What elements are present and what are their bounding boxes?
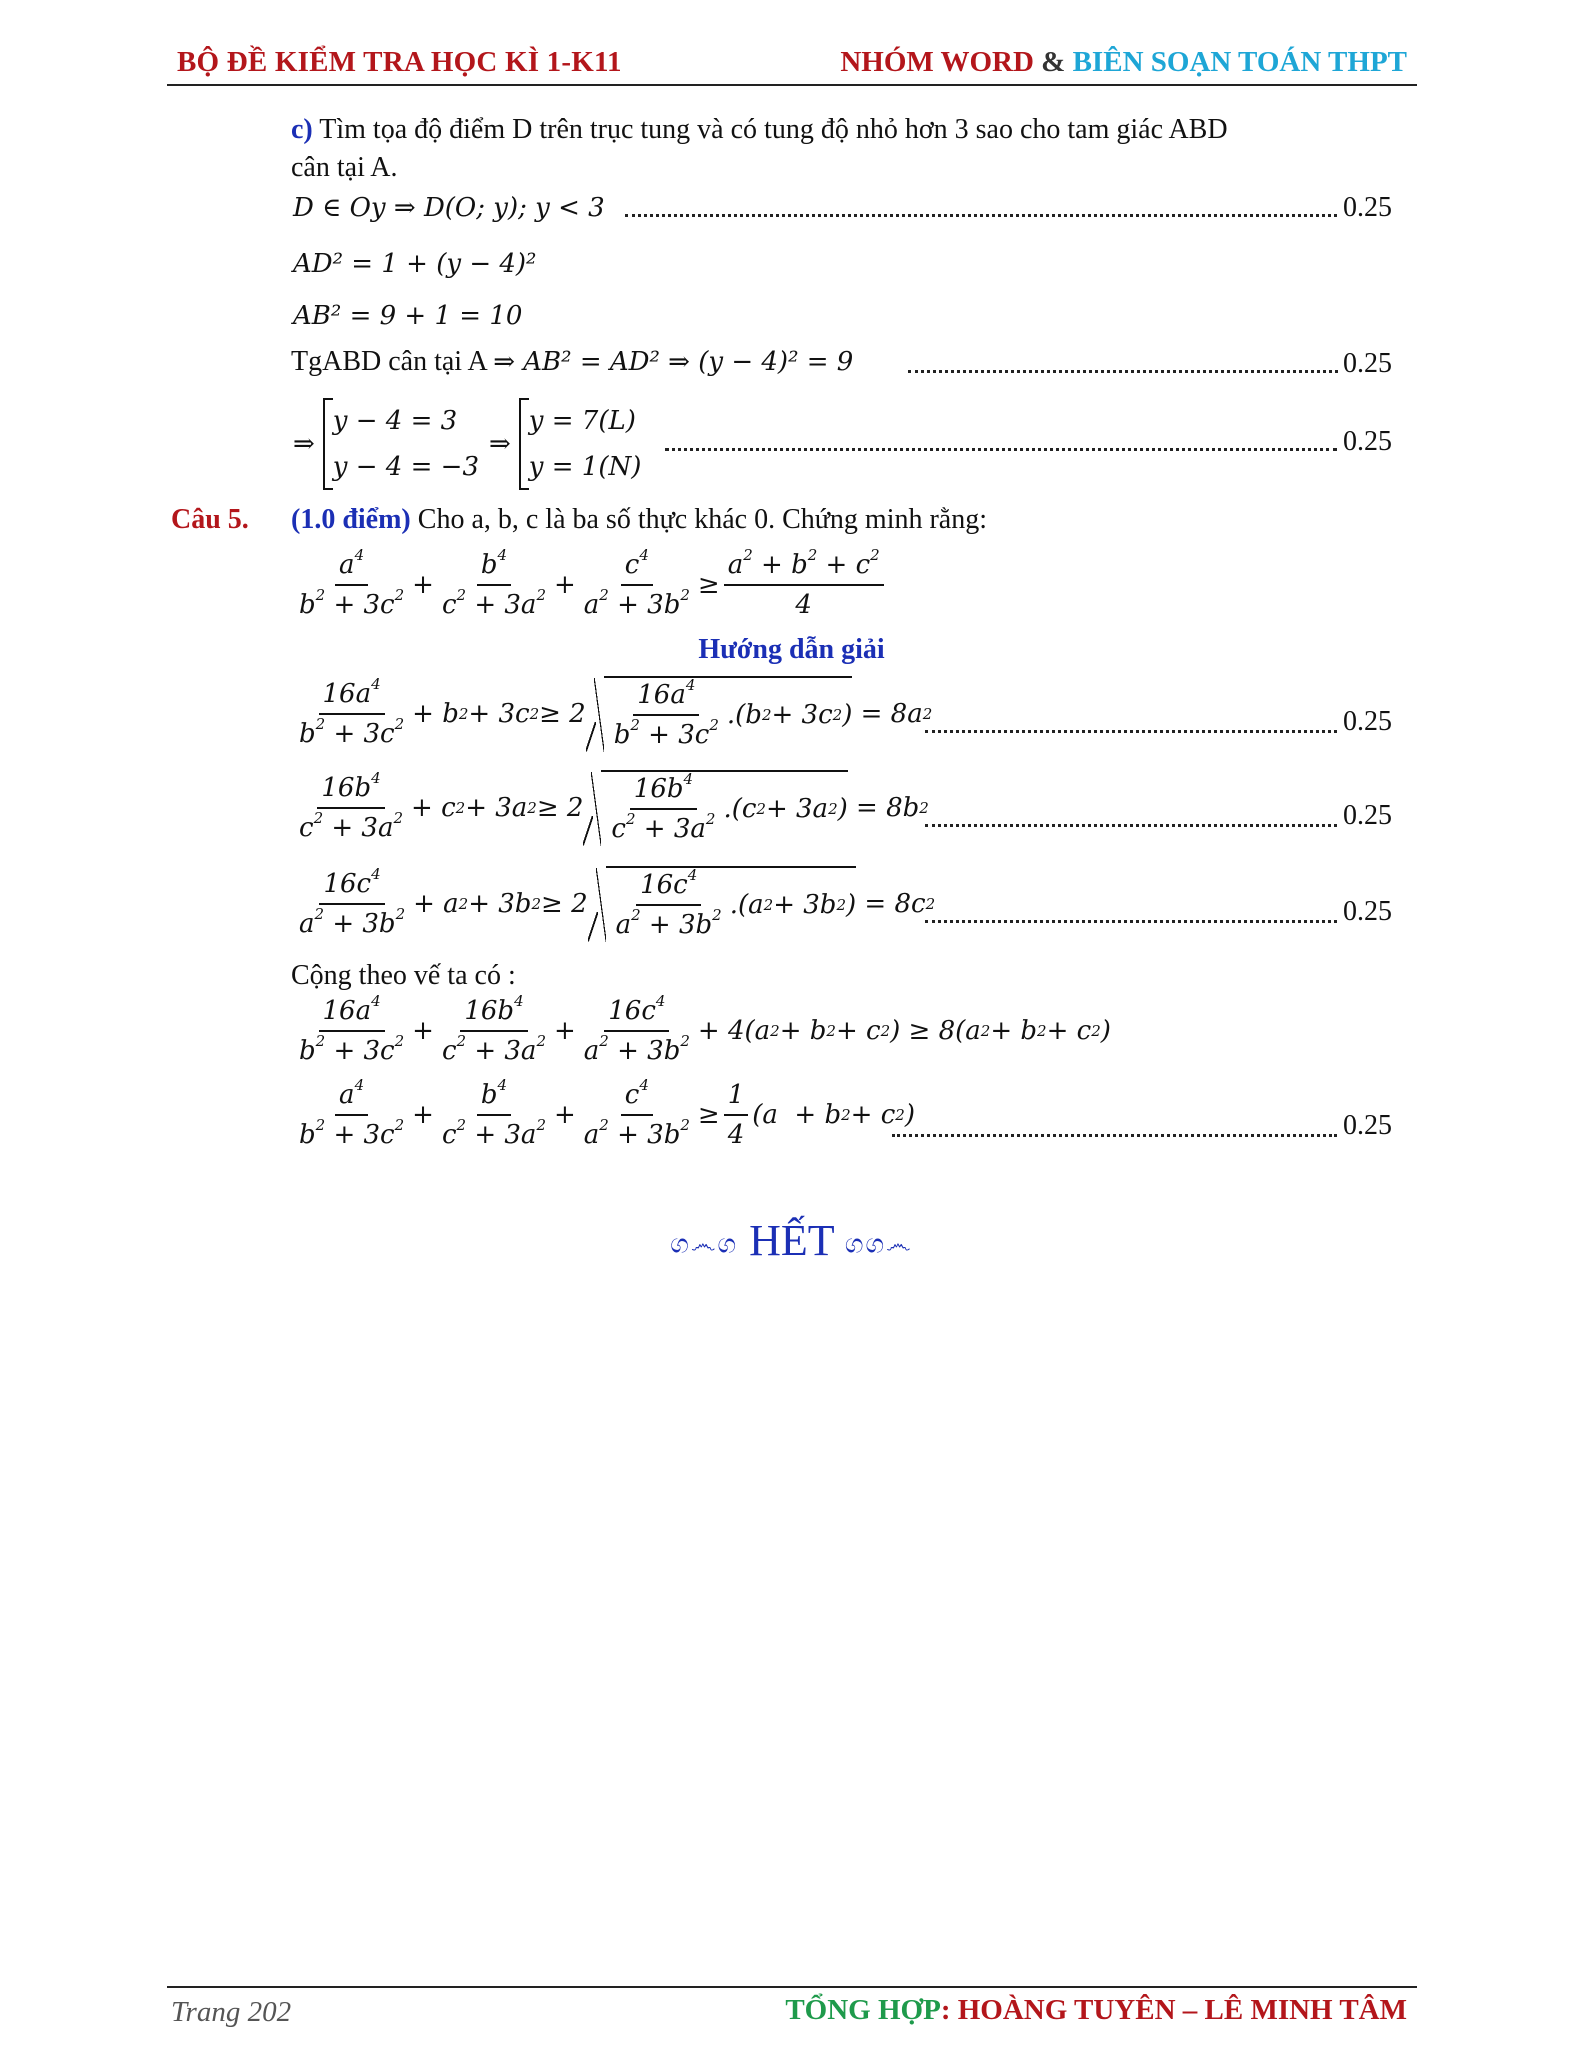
score-value: 0.25 (1343, 800, 1392, 831)
question-5-statement (291, 502, 987, 538)
dot-leader (925, 920, 1337, 923)
sum-text: Cộng theo vế ta có : (291, 960, 516, 991)
system-bracket-1 (323, 398, 479, 490)
header-ampersand: & (1041, 46, 1066, 78)
score-value: 0.25 (1343, 706, 1392, 737)
guide-title: Hướng dẫn giải (698, 634, 885, 665)
dot-leader (908, 370, 1338, 373)
dot-leader (625, 214, 1337, 217)
system-2-eq-a: y = 7(L) (528, 406, 636, 436)
am-gm-step-c: $\frac{16c^4}{a^2 + 3b^2}$ + a 2 + 3b 2 ≥ 2 $\frac{16c^4}{a^2 + 3b^2}$ .(a 2 + 3b 2 ) = 8c 2 (299, 865, 936, 940)
score-value: 0.25 (1343, 192, 1392, 223)
math-line-ab-squared: AB² = 9 + 1 = 10 (293, 301, 523, 331)
footer-label: TỔNG HỢP (785, 1994, 941, 2026)
question-5-points: (1.0 điểm) (291, 504, 411, 535)
end-marker (0, 1215, 1583, 1266)
dot-leader (665, 448, 1337, 451)
footer-names: : HOÀNG TUYÊN – LÊ MINH TÂM (940, 1994, 1407, 2026)
score-value: 0.25 (1343, 896, 1392, 927)
score-value: 0.25 (1343, 1110, 1392, 1141)
page-header (167, 44, 1417, 86)
header-group (840, 46, 1407, 79)
page-footer (167, 1986, 1417, 2028)
sum-inequality: $\frac{16a^4}{b^2 + 3c^2}$ + $\frac{16b^4}{c^2 + 3a^2}$ + $\frac{16c^4}{a^2 + 3b^2}$ + 4(a 2 + b 2 + c 2 ) ≥ 8(a 2 + b 2 + c 2 ) (299, 992, 1111, 1066)
math-system-solution: ⇒ y − 4 = 3 y − 4 = −3 ⇒ y = 7(L) y = 1(N) (293, 398, 641, 490)
part-c-label: c) (291, 114, 313, 145)
system-bracket-2 (519, 398, 642, 490)
score-value: 0.25 (1343, 348, 1392, 379)
question-5-number: Câu 5. (171, 504, 249, 535)
isosceles-math: ⇒ AB² = AD² ⇒ (y − 4)² = 9 (493, 347, 854, 377)
math-line-d-in-oy: D ∈ Oy ⇒ D(O; y); y < 3 (293, 193, 605, 223)
part-c-question-line2: cân tại A. (291, 152, 398, 183)
dot-leader (925, 730, 1337, 733)
system-1-eq-b: y − 4 = −3 (332, 452, 479, 482)
question-5-text: Cho a, b, c là ba số thực khác 0. Chứng minh rằng: (417, 504, 988, 535)
math-line-isosceles (291, 344, 853, 380)
question-5-label (171, 502, 249, 538)
header-title: BỘ ĐỀ KIỂM TRA HỌC KÌ 1-K11 (177, 46, 622, 78)
dot-leader (925, 824, 1337, 827)
system-2-eq-b: y = 1(N) (528, 452, 642, 482)
part-c-question-text: Tìm tọa độ điểm D trên trục tung và có tung độ nhỏ hơn 3 sao cho tam giác ABD (319, 114, 1228, 145)
ornament-left-icon: ග෴ග (670, 1229, 739, 1259)
ornament-right-icon: ගග෴ (844, 1229, 913, 1259)
score-value: 0.25 (1343, 426, 1392, 457)
header-group-word: NHÓM WORD (840, 46, 1034, 78)
page-number: Trang 202 (171, 1996, 292, 2028)
inequality-statement: $\frac{a^4}{b^2 + 3c^2}$ + $\frac{b^4}{c^2 + 3a^2}$ + $\frac{c^4}{a^2 + 3b^2}$ ≥ $\frac{a^2 + b^2 + c^2}{4}$ (291, 548, 888, 622)
system-1-eq-a: y − 4 = 3 (332, 406, 458, 436)
isosceles-text: TgABD cân tại A (291, 346, 487, 377)
header-group-name: BIÊN SOẠN TOÁN THPT (1072, 46, 1407, 78)
final-inequality: $\frac{a^4}{b^2 + 3c^2}$ + $\frac{b^4}{c^2 + 3a^2}$ + $\frac{c^4}{a^2 + 3b^2}$ ≥ $\frac{1}{4}$ (a + b 2 + c 2 ) (299, 1076, 915, 1150)
footer-authors (785, 1994, 1407, 2027)
am-gm-step-b: $\frac{16b^4}{c^2 + 3a^2}$ + c 2 + 3a 2 ≥ 2 $\frac{16b^4}{c^2 + 3a^2}$ .(c 2 + 3a 2 ) = 8b 2 (299, 769, 929, 844)
part-c-question-line1 (291, 112, 1228, 148)
math-line-ad-squared: AD² = 1 + (y − 4)² (293, 249, 537, 279)
am-gm-step-a: $\frac{16a^4}{b^2 + 3c^2}$ + b 2 + 3c 2 ≥ 2 $\frac{16a^4}{b^2 + 3c^2}$ .(b 2 + 3c 2 ) = 8a 2 (299, 675, 933, 750)
end-text: HẾT (749, 1216, 834, 1265)
dot-leader (892, 1134, 1337, 1137)
